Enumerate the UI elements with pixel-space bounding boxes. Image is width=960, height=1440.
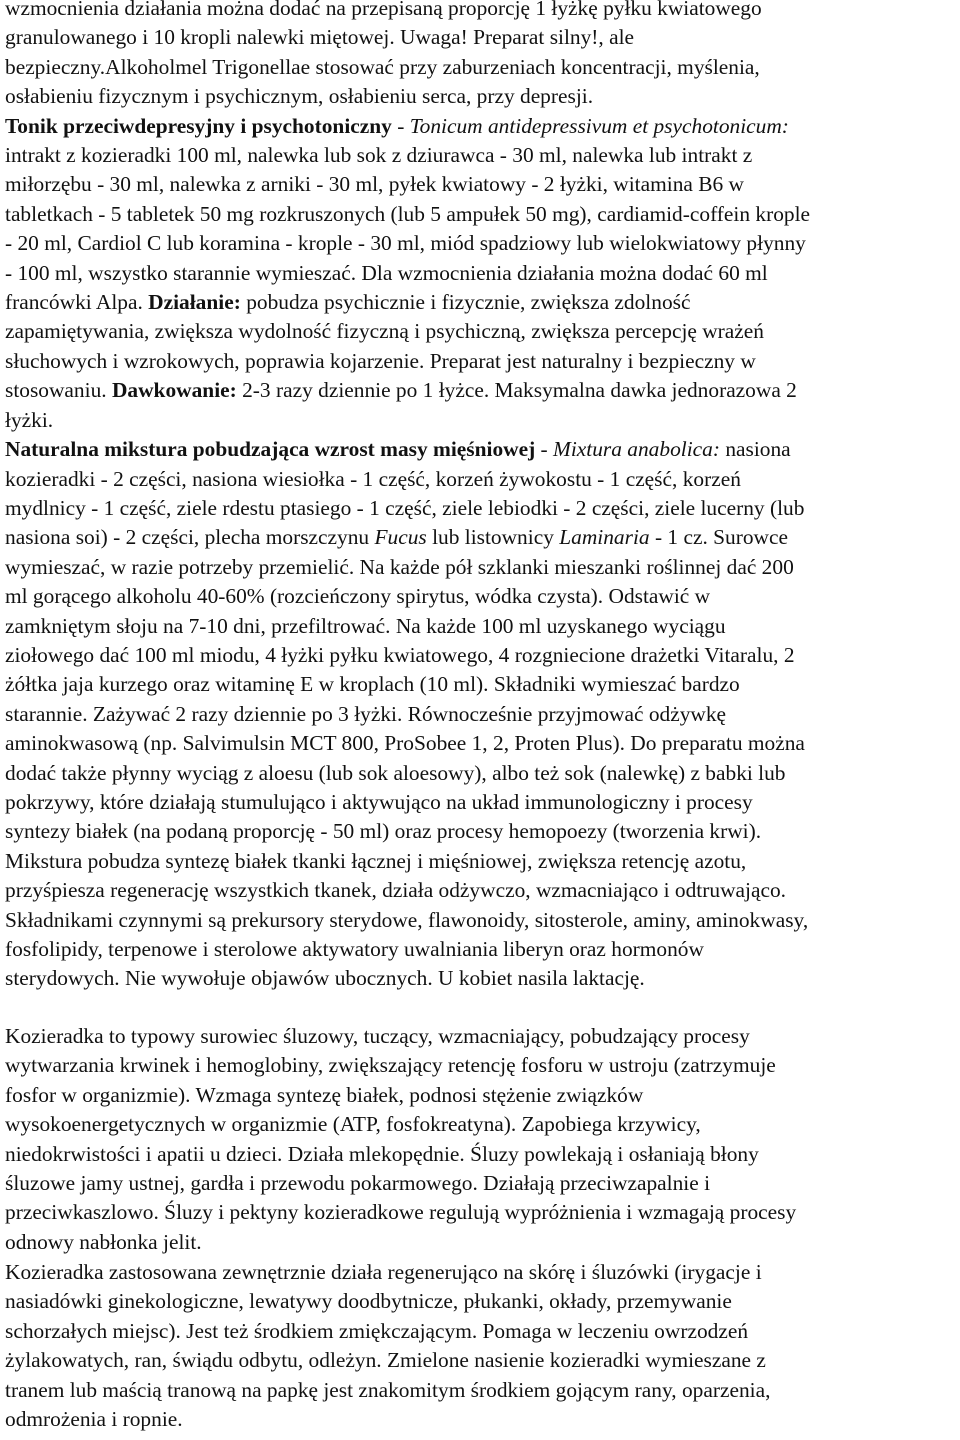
text-run: nasiona [719,437,791,462]
text-line: odnowy nabłonka jelit. [5,1229,202,1254]
text-line: zapamiętywania, zwiększa wydolność fizyczną i psychiczną, zwiększa percepcję wrażeń [5,319,764,344]
text-line: łyżki. [5,407,54,432]
text-line: żylakowatych, ran, świądu odbytu, odleżyn. Zmielone nasienie kozieradki wymieszane z [5,1348,766,1373]
text-run: - 1 cz. Surowce [649,525,788,550]
text-line: odmrożenia i ropnie. [5,1407,183,1432]
text-line: mydlnicy - 1 część, ziele rdestu ptasiego - 1 część, ziele lebiodki - 2 części, ziele lucerny (lub [5,495,805,520]
text-line: fosfolipidy, terpenowe i sterolowe aktywatory uwalniania liberyn oraz hormonów [5,937,704,961]
text-block-recipes [5,0,957,994]
text-line: tabletkach - 5 tabletek 50 mg rozkruszonych (lub 5 ampułek 50 mg), cardiamid-coffein krople [5,201,811,226]
text-line: zamkniętym słoju na 7-10 dni, przefiltrować. Na każde 100 ml uzyskanego wyciągu [5,613,726,638]
tonic-title: Tonik przeciwdepresyjny i psychotoniczny [5,113,392,138]
mixture-title: Naturalna mikstura pobudzająca wzrost masy mięśniowej [5,437,536,462]
text-line: pokrzywy, które działają stumulująco i aktywująco na układ immunologiczny i procesy [5,789,753,814]
text-line: niedokrwistości i apatii u dzieci. Działa mlekopędnie. Śluzy powlekają i osłaniają błony [5,1141,759,1166]
text-line: wzmocnienia działania można dodać na przepisaną proporcję 1 łyżkę pyłku kwiatowego [5,0,762,20]
text-line: Kozieradka zastosowana zewnętrznie działa regenerująco na skórę i śluzówki (irygacje i [5,1260,762,1284]
text-line: Składnikami czynnymi są prekursory sterydowe, flawonoidy, sitosterole, aminy, aminokwasy, [5,907,809,932]
text-run: stosowaniu. [5,378,112,403]
text-line [5,288,957,317]
text-run: francówki Alpa. [5,290,149,315]
text-line: przeciwkaszlowo. Śluzy i pektyny kozieradkowe regulują wypróżnienia i wzmagają procesy [5,1200,797,1225]
text-line: schorzałych miejsc). Jest też środkiem zmiękczającym. Pomaga w leczeniu owrzodzeń [5,1318,749,1343]
mixture-heading-line [5,435,957,464]
text-line: kozieradki - 2 części, nasiona wiesiołka - 1 część, korzeń żywokostu - 1 część, korzeń [5,466,741,491]
text-line: Kozieradka to typowy surowiec śluzowy, tuczący, wzmacniający, pobudzający procesy [5,1024,750,1048]
text-line: ml gorącego alkoholu 40-60% (rozcieńczony spirytus, wódka czysta). Odstawić w [5,584,711,609]
text-line: wymieszać, w razie potrzeby przemielić. Na każde pół szklanki mieszanki roślinnej dać 200 [5,554,794,579]
laminaria-term: Laminaria [559,525,650,550]
text-line: żółtka jaja kurzego oraz witaminę E w kroplach (10 ml). Składniki wymieszać bardzo [5,672,740,697]
text-line: aminokwasową (np. Salvimulsin MCT 800, ProSobee 1, 2, Proten Plus). Do preparatu można [5,731,805,756]
text-block-kozieradka-external [5,1258,957,1434]
text-line: śluzowe jamy ustnej, gardła i przewodu pokarmowego. Działają przeciwzapalnie i [5,1171,711,1196]
tonic-dash: - [391,113,410,138]
mixture-dash: - [535,437,554,462]
text-line: miłorzębu - 30 ml, nalewka z arniki - 30 ml, pyłek kwiatowy - 2 łyżki, witamina B6 w [5,172,745,197]
text-line [5,376,957,405]
text-line: słuchowych i wzrokowych, poprawia kojarzenie. Preparat jest naturalny i bezpieczny w [5,348,756,373]
action-label: Działanie: [148,290,241,315]
tonic-heading-line [5,112,957,141]
text-line: wysokoenergetycznych w organizmie (ATP, fosfokreatyna). Zapobiega krzywicy, [5,1112,701,1137]
text-line: Mikstura pobudza syntezę białek tkanki łącznej i mięśniowej, zwiększa retencję azotu, [5,848,747,873]
text-run: 2-3 razy dziennie po 1 łyżce. Maksymalna dawka jednorazowa 2 [236,378,797,403]
fucus-term: Fucus [374,525,427,550]
dosage-label: Dawkowanie: [111,378,237,403]
text-line: dodać także płynny wyciąg z aloesu (lub sok aloesowy), albo też sok (nalewkę) z babki lub [5,760,786,785]
text-line: osłabieniu fizycznym i psychicznym, osłabieniu serca, przy depresji. [5,84,594,109]
text-line: granulowanego i 10 kropli nalewki miętowej. Uwaga! Preparat silny!, ale [5,25,635,50]
text-line: intrakt z kozieradki 100 ml, nalewka lub sok z dziurawca - 30 ml, nalewka lub intrakt z [5,143,753,168]
text-line [5,523,957,552]
text-line: przyśpiesza regenerację wszystkich tkanek, działa odżywczo, wzmacniająco i odtruwająco. [5,878,786,903]
text-line: nasiadówki ginekologiczne, lewatywy doodbytnicze, płukanki, okłady, przemywanie [5,1289,732,1314]
text-line: - 20 ml, Cardiol C lub koramina - krople - 30 ml, miód spadziowy lub wielokwiatowy płynny [5,231,806,256]
text-block-kozieradka-internal [5,1022,957,1257]
tonic-latin-name: Tonicum antidepressivum et psychotonicum: [409,113,789,138]
text-run: nasiona soi) - 2 części, plecha morszczynu [5,525,375,550]
text-line: starannie. Zażywać 2 razy dziennie po 3 łyżki. Równocześnie przyjmować odżywkę [5,701,727,726]
text-run: lub listownicy [426,525,560,550]
text-line: tranem lub maścią tranową na papkę jest znakomitym środkiem gojącym rany, oparzenia, [5,1377,771,1402]
text-run: pobudza psychicznie i fizycznie, zwiększa zdolność [240,290,691,315]
mixture-latin-name: Mixtura anabolica: [553,437,720,462]
text-line: syntezy białek (na podaną proporcję - 50 ml) oraz procesy hemopoezy (tworzenia krwi). [5,819,762,844]
text-line: bezpieczny.Alkoholmel Trigonellae stosować przy zaburzeniach koncentracji, myślenia, [5,54,760,79]
text-line: wytwarzania krwinek i hemoglobiny, zwiększający retencję fosforu w ustroju (zatrzymuje [5,1053,776,1078]
text-line: fosfor w organizmie). Wzmaga syntezę białek, podnosi stężenie związków [5,1082,644,1107]
text-line: sterydowych. Nie wywołuje objawów ubocznych. U kobiet nasila laktację. [5,966,645,991]
text-line: ziołowego dać 100 ml miodu, 4 łyżki pyłku kwiatowego, 4 rozgniecione drażetki Vitaralu, 2 [5,642,795,667]
text-line: - 100 ml, wszystko starannie wymieszać. Dla wzmocnienia działania można dodać 60 ml [5,260,768,285]
